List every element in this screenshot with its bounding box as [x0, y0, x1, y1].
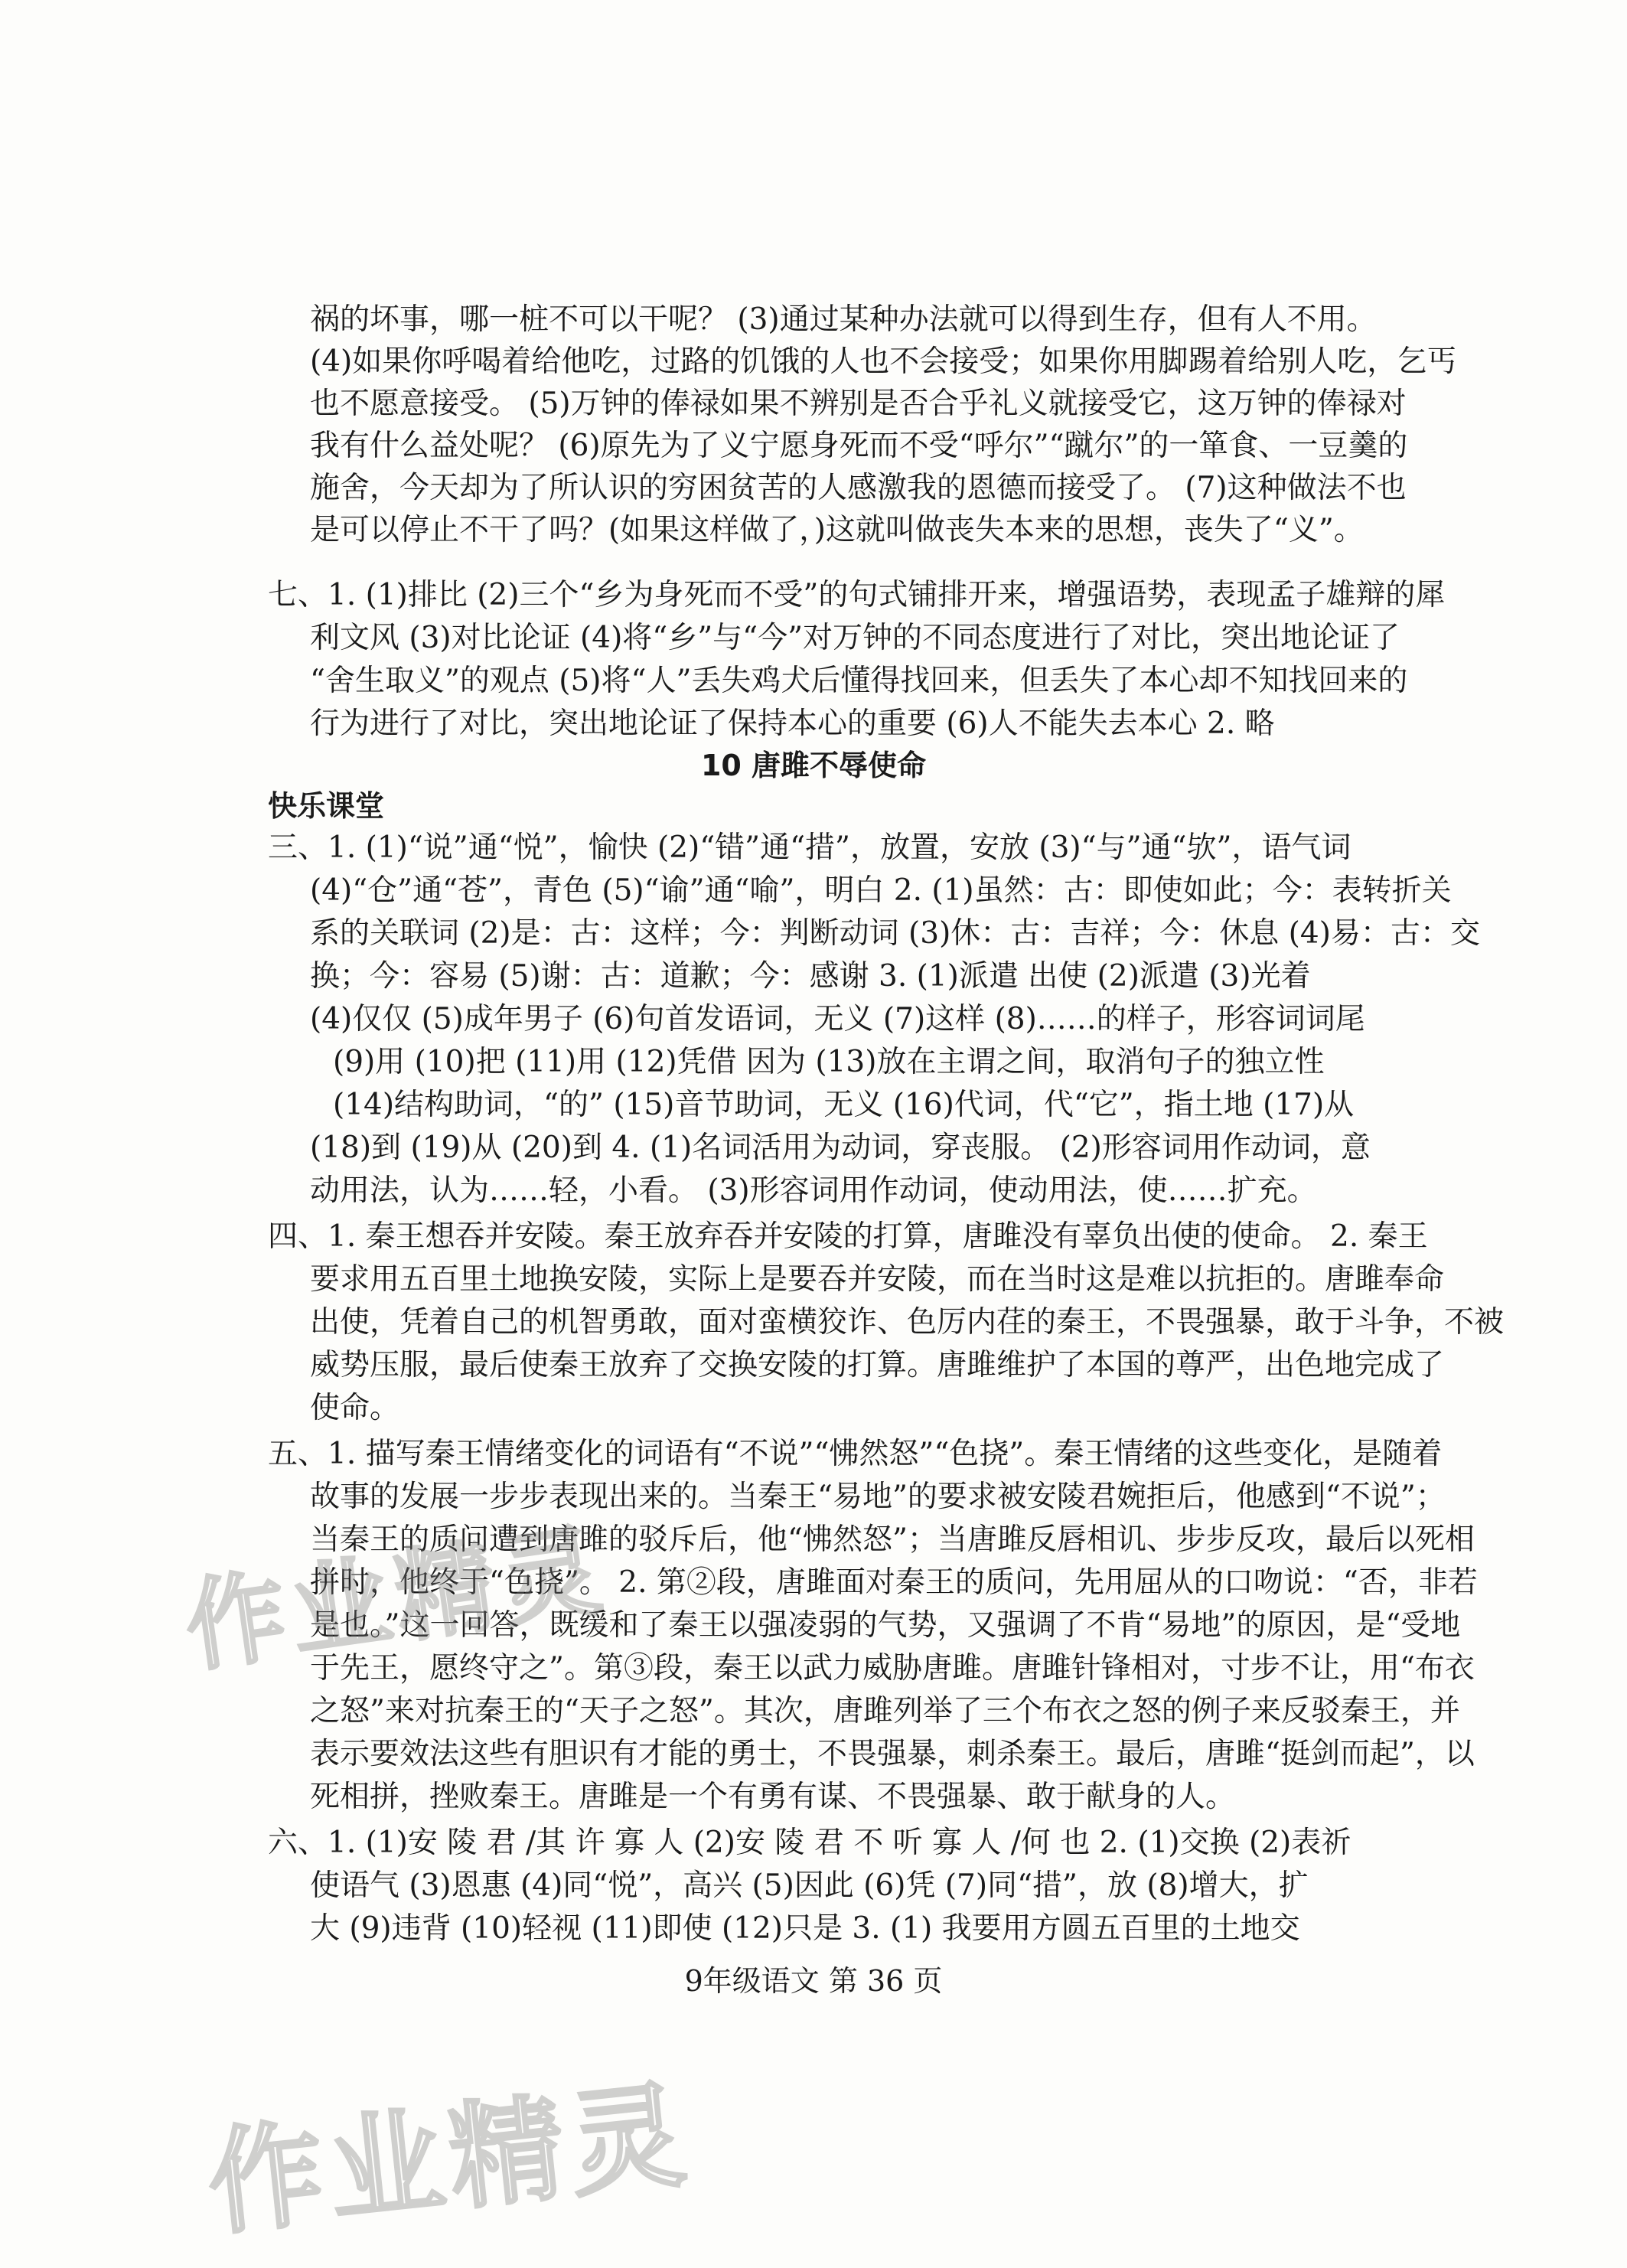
text-line: 动用法，认为……轻，小看。 (3)形容词用作动词，使动用法，使……扩充。	[310, 1173, 1317, 1208]
text-line: 大 (9)违背 (10)轻视 (11)即使 (12)只是 3. (1) 我要用方圆五百里的土地交	[310, 1911, 1300, 1946]
text-line: 换；今：容易 (5)谢：古：道歉；今：感谢 3. (1)派遣 出使 (2)派遣 (3)光着	[310, 959, 1311, 994]
text-line: 施舍，今天却为了所认识的穷困贫苦的人感激我的恩德而接受了。 (7)这种做法不也	[310, 471, 1407, 505]
text-line: 威势压服，最后使秦王放弃了交换安陵的打算。唐雎维护了本国的尊严，出色地完成了	[310, 1348, 1445, 1382]
text-line: 表示要效法这些有胆识有才能的勇士，不畏强暴，刺杀秦王。最后，唐雎“挺剑而起”，以	[310, 1737, 1475, 1771]
text-line: (18)到 (19)从 (20)到 4. (1)名词活用为动词，穿丧服。 (2)形容词用作动词，意	[310, 1131, 1371, 1165]
text-line: (4)“仓”通“苍”，青色 (5)“谕”通“喻”，明白 2. (1)虽然：古：即使如此；今：表转折关	[310, 873, 1452, 908]
text-line: 是可以停止不干了吗？(如果这样做了，)这就叫做丧失本来的思想，丧失了“义”。	[310, 513, 1364, 547]
text-line: 是也。”这一回答，既缓和了秦王以强凌弱的气势，又强调了不肯“易地”的原因，是“受地	[310, 1608, 1461, 1643]
text-line: (4)如果你呼喝着给他吃，过路的饥饿的人也不会接受；如果你用脚踢着给别人吃，乞丐	[310, 344, 1457, 379]
watermark-logo: 作业精灵	[202, 2068, 697, 2252]
section-heading: 快乐课堂	[268, 789, 385, 823]
text-line: “舍生取义”的观点 (5)将“人”丢失鸡犬后懂得找回来，但丢失了本心却不知找回来的	[310, 664, 1408, 698]
text-line: (9)用 (10)把 (11)用 (12)凭借 因为 (13)放在主谓之间，取消句子的独立性	[333, 1045, 1325, 1079]
text-line: 五、1. 描写秦王情绪变化的词语有“不说”“怫然怒”“色挠”。秦王情绪的这些变化，是随着	[268, 1437, 1443, 1471]
text-line: 七、1. (1)排比 (2)三个“乡为身死而不受”的句式铺排开来，增强语势，表现孟子雄辩的犀	[268, 578, 1446, 612]
text-line: 出使，凭着自己的机智勇敢，面对蛮横狡诈、色厉内荏的秦王，不畏强暴，敢于斗争，不被	[310, 1305, 1505, 1340]
text-line: 我有什么益处呢？ (6)原先为了义宁愿身死而不受“呼尔”“蹴尔”的一箪食、一豆羹的	[310, 429, 1408, 463]
text-line: 之怒”来对抗秦王的“天子之怒”。其次，唐雎列举了三个布衣之怒的例子来反驳秦王，并	[310, 1694, 1460, 1728]
lesson-title: 10 唐雎不辱使命	[700, 749, 927, 782]
text-line: 要求用五百里土地换安陵，实际上是要吞并安陵，而在当时这是难以抗拒的。唐雎奉命	[310, 1262, 1445, 1297]
watermark-logo: 作业精灵	[178, 1512, 614, 1686]
text-line: 行为进行了对比，突出地论证了保持本心的重要 (6)人不能失去本心 2. 略	[310, 707, 1275, 741]
text-line: 死相拼，挫败秦王。唐雎是一个有勇有谋、不畏强暴、敢于献身的人。	[310, 1780, 1236, 1814]
text-line: 系的关联词 (2)是：古：这样；今：判断动词 (3)休：古：吉祥；今：休息 (4)易：古：交	[310, 916, 1480, 951]
page-footer: 9年级语文 第 36 页	[684, 1964, 943, 1998]
text-line: 使语气 (3)恩惠 (4)同“悦”，高兴 (5)因此 (6)凭 (7)同“措”，放 (8)增大，扩	[310, 1868, 1309, 1903]
text-line: 也不愿意接受。 (5)万钟的俸禄如果不辨别是否合乎礼义就接受它，这万钟的俸禄对	[310, 387, 1407, 421]
text-line: (14)结构助词，“的” (15)音节助词，无义 (16)代词，代“它”，指土地 (17)从	[333, 1088, 1355, 1122]
text-line: 利文风 (3)对比论证 (4)将“乡”与“今”对万钟的不同态度进行了对比，突出地论证了	[310, 621, 1400, 655]
text-line: 当秦王的质问遭到唐雎的驳斥后，他“怫然怒”；当唐雎反唇相讥、步步反攻，最后以死相	[310, 1522, 1475, 1557]
text-line: 使命。	[310, 1391, 400, 1425]
text-line: 三、1. (1)“说”通“悦”，愉快 (2)“错”通“措”，放置，安放 (3)“与”通“欤”，语气词	[268, 831, 1351, 865]
text-line: 四、1. 秦王想吞并安陵。秦王放弃吞并安陵的打算，唐雎没有辜负出使的使命。 2. 秦王	[268, 1219, 1428, 1254]
text-line: (4)仅仅 (5)成年男子 (6)句首发语词，无义 (7)这样 (8)……的样子，形容词词尾	[310, 1002, 1365, 1036]
text-line: 故事的发展一步步表现出来的。当秦王“易地”的要求被安陵君婉拒后，他感到“不说”；	[310, 1480, 1446, 1514]
text-line: 祸的坏事，哪一桩不可以干呢？ (3)通过某种办法就可以得到生存，但有人不用。	[310, 302, 1377, 337]
text-line: 拼时，他终于“色挠”。 2. 第②段，唐雎面对秦王的质问，先用屈从的口吻说：“否，非若	[310, 1565, 1478, 1600]
text-line: 于先王，愿终守之”。第③段，秦王以武力威胁唐雎。唐雎针锋相对，寸步不让，用“布衣	[310, 1651, 1475, 1685]
text-line: 六、1. (1)安 陵 君 /其 许 寡 人 (2)安 陵 君 不 听 寡 人 /何 也 2. (1)交换 (2)表祈	[268, 1826, 1351, 1860]
